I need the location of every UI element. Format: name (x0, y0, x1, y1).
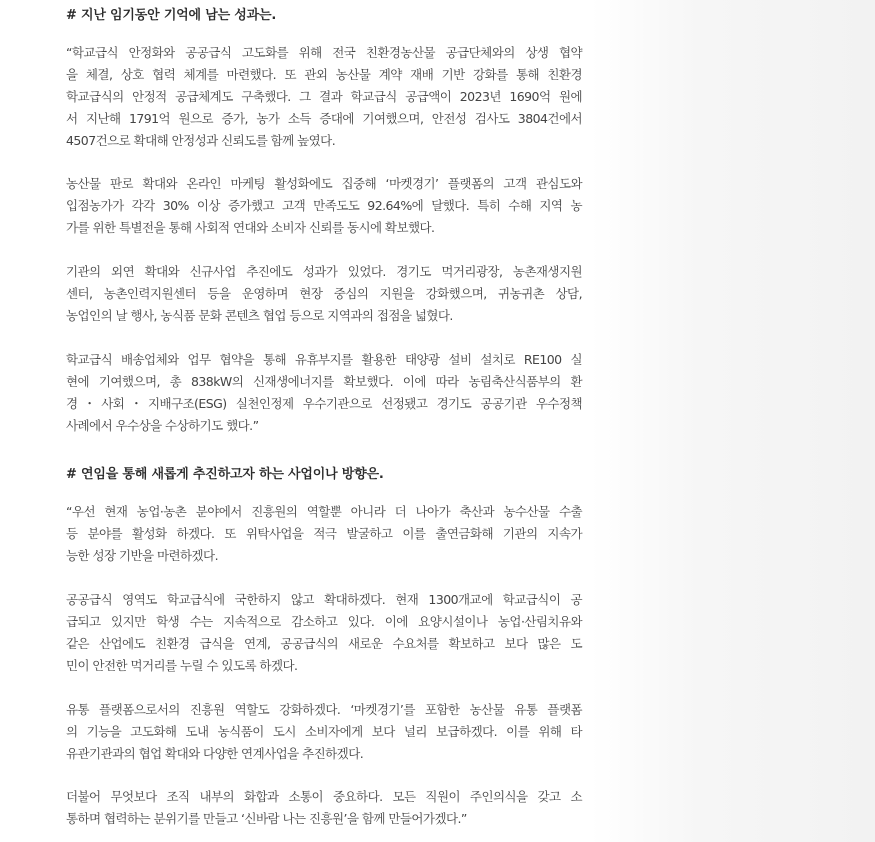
paragraph-line: 학교급식의 안정적 공급체계도 구축했다. 그 결과 학교급식 공급액이 2023년 1690억 원에 (66, 89, 582, 104)
paragraph-line: 현에 기여했으며, 총 838kW의 신재생에너지를 확보했다. 이에 따라 농림축산식품부의 환 (66, 374, 582, 389)
paragraph-line: 같은 산업에도 친환경 급식을 연계, 공공급식의 새로운 수요처를 확보하고 보다 많은 도 (66, 636, 582, 651)
paragraph-line: 공공급식 영역도 학교급식에 국한하지 않고 확대하겠다. 현재 1300개교에 학교급식이 공 (66, 592, 582, 607)
paragraph-line: 통하며 협력하는 분위기를 만들고 ‘신바람 나는 진흥원’을 함께 만들어가겠다.” (66, 811, 467, 826)
article-paragraph (66, 501, 582, 567)
paragraph-line: 경・사회・지배구조(ESG) 실천인정제 우수기관으로 선정됐고 경기도 공공기관 우수정책 (66, 396, 582, 411)
paragraph-line: 기관의 외연 확대와 신규사업 추진에도 성과가 있었다. 경기도 먹거리광장, 농촌재생지원 (66, 264, 582, 279)
paragraph-line: 사례에서 우수상을 수상하기도 했다.” (66, 418, 259, 433)
paragraph-line: 능한 성장 기반을 마련하겠다. (66, 548, 218, 563)
paragraph-line: 센터, 농촌인력지원센터 등을 운영하며 현장 중심의 지원을 강화했으며, 귀농귀촌 상담, (66, 286, 582, 301)
paragraph-line: 급되고 있지만 학생 수는 지속적으로 감소하고 있다. 이에 요양시설이나 농업·산림치유와 (66, 614, 582, 629)
paragraph-line: 입점농가가 각각 30% 이상 증가했고 고객 만족도도 92.64%에 달했다. 특히 수해 지역 농 (66, 198, 582, 213)
article-paragraph (66, 699, 582, 765)
article-paragraph (66, 589, 582, 677)
section-heading: # 연임을 통해 새롭게 추진하고자 하는 사업이나 방향은. (66, 467, 384, 482)
article-paragraph (66, 42, 582, 152)
paragraph-line: 등 분야를 활성화 하겠다. 또 위탁사업을 적극 발굴하고 이를 출연금화해 기관의 지속가 (66, 526, 582, 541)
paragraph-line: 유통 플랫폼으로서의 진흥원 역할도 강화하겠다. ‘마켓경기’를 포함한 농산물 유통 플랫폼 (66, 702, 582, 717)
article-paragraph (66, 349, 582, 437)
paragraph-line: 서 지난해 1791억 원으로 증가, 농가 소득 증대에 기여했으며, 안전성 검사도 3804건에서 (66, 111, 582, 126)
paragraph-line: 민이 안전한 먹거리를 누릴 수 있도록 하겠다. (66, 658, 298, 673)
article-paragraph (66, 786, 582, 830)
paragraph-line: 4507건으로 확대해 안정성과 신뢰도를 함께 높였다. (66, 133, 336, 148)
paragraph-line: 가를 위한 특별전을 통해 사회적 연대와 소비자 신뢰를 동시에 확보했다. (66, 220, 435, 235)
paragraph-line: 을 체결, 상호 협력 체계를 마련했다. 또 관외 농산물 계약 재배 기반 강화를 통해 친환경 (66, 67, 582, 82)
article-paragraph (66, 261, 582, 327)
paragraph-line: “우선 현재 농업·농촌 분야에서 진흥원의 역할뿐 아니라 더 나아가 축산과 농수산물 수출 (66, 504, 582, 519)
paragraph-line: “학교급식 안정화와 공공급식 고도화를 위해 전국 친환경농산물 공급단체와의 상생 협약 (66, 45, 582, 60)
paragraph-line: 농산물 판로 확대와 온라인 마케팅 활성화에도 집중해 ‘마켓경기’ 플랫폼의 고객 관심도와 (66, 176, 582, 191)
paragraph-line: 의 기능을 고도화해 도내 농식품이 도시 소비자에게 보다 널리 보급하겠다. 이를 위해 타 (66, 724, 582, 739)
section-heading: # 지난 임기동안 기억에 남는 성과는. (66, 8, 277, 23)
paragraph-line: 농업인의 날 행사, 농식품 문화 콘텐츠 협업 등으로 지역과의 접점을 넓혔다. (66, 308, 453, 323)
paragraph-line: 유관기관과의 협업 확대와 다양한 연계사업을 추진하겠다. (66, 746, 364, 761)
paragraph-line: 더불어 무엇보다 조직 내부의 화합과 소통이 중요하다. 모든 직원이 주인의식을 갖고 소 (66, 789, 582, 804)
article-paragraph (66, 173, 582, 239)
paragraph-line: 학교급식 배송업체와 업무 협약을 통해 유휴부지를 활용한 태양광 설비 설치로 RE100 실 (66, 352, 582, 367)
